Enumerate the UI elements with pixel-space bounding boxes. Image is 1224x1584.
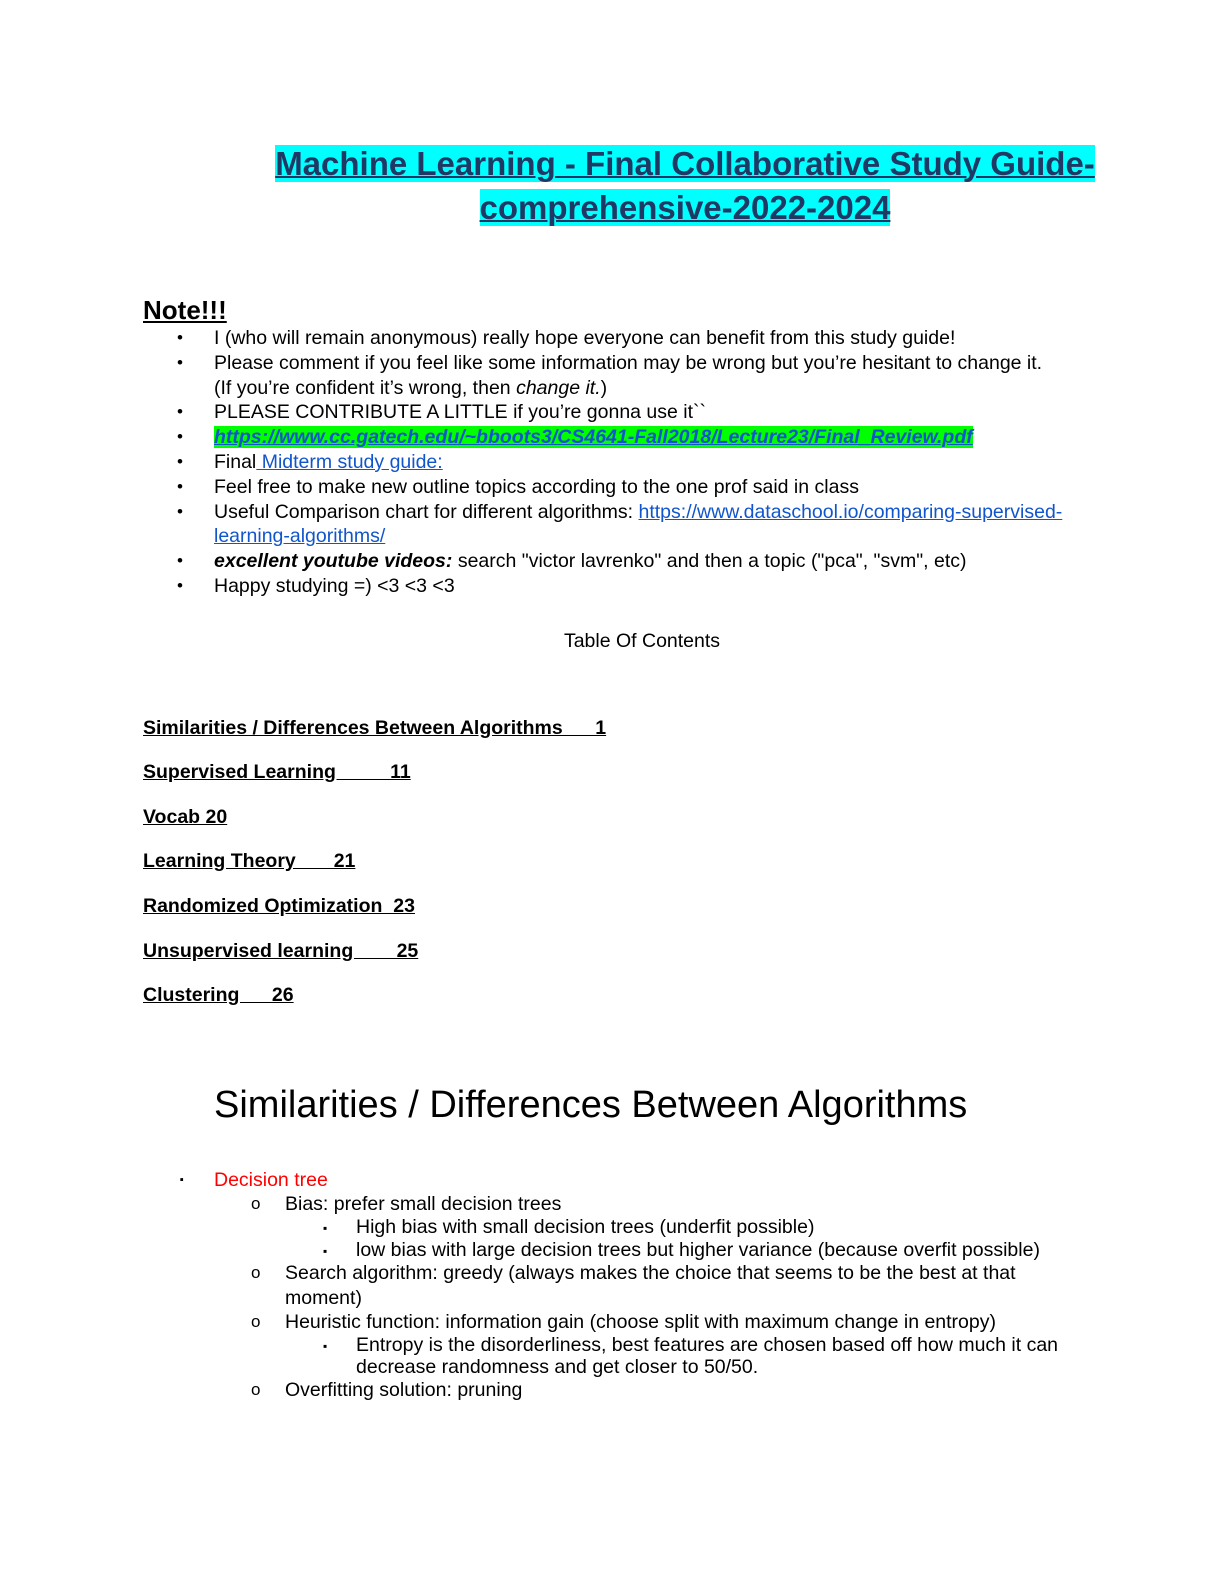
toc-entry-vocab[interactable]: Vocab 20 [143, 806, 228, 828]
list-item: ▪ low bias with large decision trees but higher variance (because overfit possible) [143, 1240, 1063, 1262]
toc-entry-unsupervised[interactable]: Unsupervised learning 25 [143, 940, 419, 962]
note-item: • Useful Comparison chart for different algorithms: https://www.dataschool.io/comparing-supervised-learning-algorithms/ [143, 500, 1063, 550]
note-item: • Happy studying =) <3 <3 <3 [143, 574, 1063, 599]
list-item: ▪ High bias with small decision trees (underfit possible) [143, 1217, 1063, 1239]
note-list [143, 326, 1063, 599]
list-item: o Bias: prefer small decision trees [143, 1192, 1063, 1216]
midterm-guide-link[interactable]: Midterm study guide: [256, 450, 443, 473]
toc-entry-clustering[interactable]: Clustering 26 [143, 984, 294, 1006]
decision-tree-list [143, 1168, 1063, 1402]
dataschool-link[interactable]: https://www.dataschool.io/comparing-supervised-learning-algorithms/ [214, 500, 1063, 548]
toc-entry-supervised[interactable]: Supervised Learning 11 [143, 761, 411, 783]
note-heading: Note!!! [143, 295, 227, 325]
toc-entry-similarities[interactable]: Similarities / Differences Between Algorithms 1 [143, 717, 607, 739]
note-item: • Please comment if you feel like some information may be wrong but you’re hesitant to change it. (If you’re confident it’s wrong, then change it.) [143, 351, 1063, 401]
list-item: o Heuristic function: information gain (choose split with maximum change in entropy) [143, 1310, 1063, 1334]
document-title [229, 142, 1141, 230]
toc-entry-learning-theory[interactable]: Learning Theory 21 [143, 850, 356, 872]
note-item: • Final Midterm study guide: [143, 450, 1063, 475]
list-item: o Overfitting solution: pruning [143, 1378, 1063, 1402]
note-item: • PLEASE CONTRIBUTE A LITTLE if you’re gonna use it`` [143, 400, 1063, 425]
toc-entry-randomized-optimization[interactable]: Randomized Optimization 23 [143, 895, 415, 917]
note-item: • excellent youtube videos: search "victor lavrenko" and then a topic ("pca", "svm", etc) [143, 549, 1063, 574]
note-item: • Feel free to make new outline topics according to the one prof said in class [143, 475, 1063, 500]
list-item: ▪ Entropy is the disorderliness, best features are chosen based off how much it can decrease randomness and get closer to 50/50. [143, 1335, 1063, 1378]
final-review-link[interactable]: https://www.cc.gatech.edu/~bboots3/CS4641-Fall2018/Lecture23/Final_Review.pdf [214, 426, 973, 449]
note-item: • I (who will remain anonymous) really hope everyone can benefit from this study guide! [143, 326, 1063, 351]
toc-heading: Table Of Contents [563, 630, 721, 652]
title-line-2: comprehensive-2022-2024 [479, 189, 891, 226]
list-item: o Search algorithm: greedy (always makes the choice that seems to be the best at that moment) [143, 1261, 1063, 1309]
topic-decision-tree: · Decision tree [143, 1168, 1063, 1192]
title-line-1: Machine Learning - Final Collaborative Study Guide- [275, 145, 1095, 182]
note-item [143, 425, 1063, 450]
section-heading: Similarities / Differences Between Algorithms [214, 1084, 968, 1126]
